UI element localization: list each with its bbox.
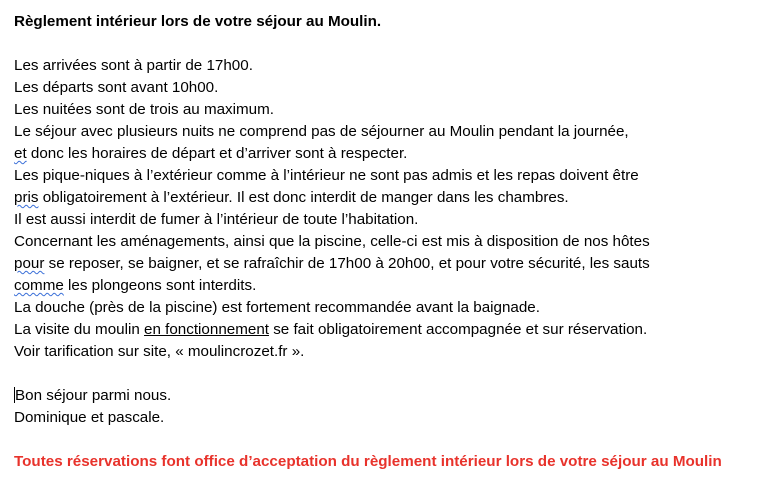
rule-pool-line-2-text: se reposer, se baigner, et se rafraîchir de 17h00 à 20h00, et pour votre sécurité, les sauts xyxy=(44,255,650,272)
rule-stay-line-2-text: donc les horaires de départ et d’arriver sont à respecter. xyxy=(26,145,408,162)
rule-pricing: Voir tarification sur site, « moulincrozet.fr ». xyxy=(14,343,305,360)
closing-greeting[interactable] xyxy=(14,387,171,405)
spellcheck-word: comme xyxy=(14,277,64,294)
spellcheck-word: pris xyxy=(14,189,39,206)
spellcheck-word: pour xyxy=(14,255,45,272)
rule-nights: Les nuitées sont de trois au maximum. xyxy=(14,101,274,118)
spellcheck-word: et xyxy=(14,145,27,162)
rule-picnic-line-2-text: obligatoirement à l’extérieur. Il est donc interdit de manger dans les chambres. xyxy=(38,189,569,206)
rule-stay-line-1: Le séjour avec plusieurs nuits ne comprend pas de séjourner au Moulin pendant la journée, xyxy=(14,123,629,140)
rule-mill-visit-text-c: se fait obligatoirement accompagnée et sur réservation. xyxy=(268,321,648,338)
closing-signature: Dominique et pascale. xyxy=(14,409,165,426)
rule-stay-line-2 xyxy=(14,145,407,163)
underlined-phrase: en fonctionnement xyxy=(144,321,269,338)
rule-picnic-line-1: Les pique-niques à l’extérieur comme à l’intérieur ne sont pas admis et les repas doivent être xyxy=(14,167,639,184)
rule-pool-line-3 xyxy=(14,277,256,295)
rule-arrivals: Les arrivées sont à partir de 17h00. xyxy=(14,57,253,74)
document-title: Règlement intérieur lors de votre séjour au Moulin. xyxy=(14,13,382,30)
rule-pool-line-1: Concernant les aménagements, ainsi que la piscine, celle-ci est mis à disposition de nos hôtes xyxy=(14,233,650,250)
reservation-notice: Toutes réservations font office d’acceptation du règlement intérieur lors de votre séjour au Moulin xyxy=(14,453,722,470)
rule-departures: Les départs sont avant 10h00. xyxy=(14,79,219,96)
closing-greeting-text: Bon séjour parmi nous. xyxy=(15,387,172,404)
rule-pool-line-2 xyxy=(14,255,650,273)
rule-pool-line-3-text: les plongeons sont interdits. xyxy=(63,277,257,294)
rule-mill-visit-text-a: La visite du moulin xyxy=(14,321,145,338)
rule-mill-visit xyxy=(14,321,647,339)
rule-picnic-line-2 xyxy=(14,189,569,207)
rule-shower: La douche (près de la piscine) est fortement recommandée avant la baignade. xyxy=(14,299,540,316)
rule-smoking: Il est aussi interdit de fumer à l’intérieur de toute l’habitation. xyxy=(14,211,419,228)
